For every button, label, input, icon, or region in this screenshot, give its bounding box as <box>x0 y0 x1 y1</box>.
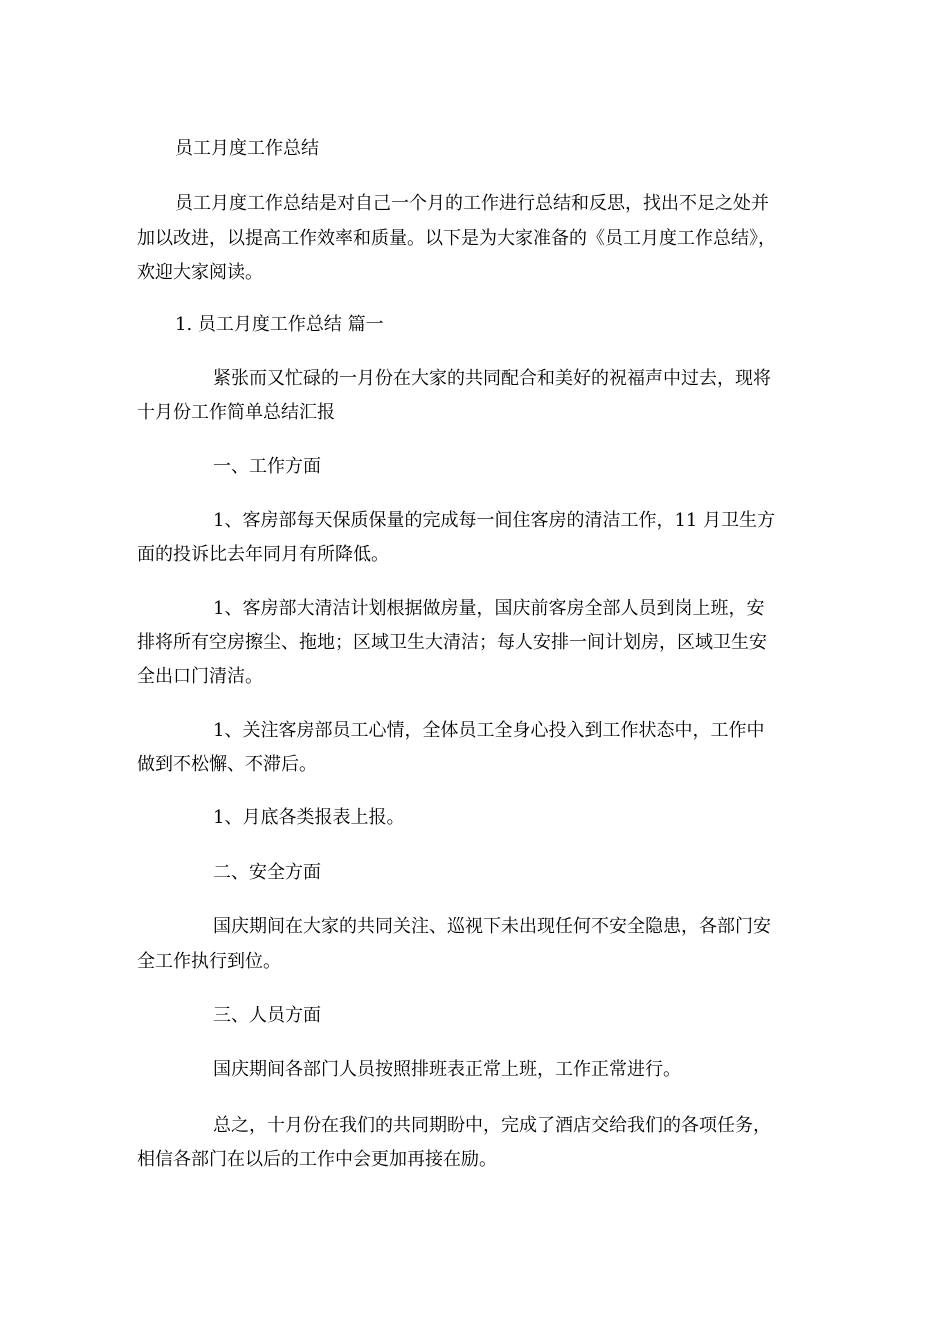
work-item-3-line-2: 做到不松懈、不滞后。 <box>137 754 317 775</box>
intro-line-2: 加以改进，以提高工作效率和质量。以下是为大家准备的《员工月度工作总结》， <box>137 228 776 249</box>
opening-line-1: 紧张而又忙碌的一月份在大家的共同配合和美好的祝福声中过去，现将 <box>213 368 771 389</box>
work-item-1-line-2: 面的投诉比去年同月有所降低。 <box>137 544 389 565</box>
work-item-2-line-3: 全出口门清洁。 <box>137 666 263 687</box>
work-item-3-line-1: 1、关注客房部员工心情，全体员工全身心投入到工作状态中，工作中 <box>213 720 765 741</box>
document-title: 员工月度工作总结 <box>175 138 319 159</box>
work-heading: 一、工作方面 <box>213 456 321 477</box>
work-item-1-line-1: 1、客房部每天保质保量的完成每一间住客房的清洁工作，11 月卫生方 <box>213 510 776 531</box>
safety-line-2: 全工作执行到位。 <box>137 951 281 972</box>
safety-line-1: 国庆期间在大家的共同关注、巡视下未出现任何不安全隐患，各部门安 <box>213 916 771 937</box>
section-heading: 1. 员工月度工作总结 篇一 <box>175 314 384 335</box>
conclusion-line-2: 相信各部门在以后的工作中会更加再接在励。 <box>137 1149 497 1170</box>
safety-heading: 二、安全方面 <box>213 862 321 883</box>
intro-line-3: 欢迎大家阅读。 <box>137 262 263 283</box>
intro-line-1: 员工月度工作总结是对自己一个月的工作进行总结和反思，找出不足之处并 <box>175 193 769 214</box>
opening-line-2: 十月份工作简单总结汇报 <box>137 402 335 423</box>
work-item-2-line-1: 1、客房部大清洁计划根据做房量，国庆前客房全部人员到岗上班，安 <box>213 598 765 619</box>
staff-heading: 三、人员方面 <box>213 1005 321 1026</box>
work-item-2-line-2: 排将所有空房擦尘、拖地；区域卫生大清洁；每人安排一间计划房，区域卫生安 <box>137 632 767 653</box>
conclusion-line-1: 总之，十月份在我们的共同期盼中，完成了酒店交给我们的各项任务， <box>213 1115 771 1136</box>
work-item-4: 1、月底各类报表上报。 <box>213 807 405 828</box>
staff-text: 国庆期间各部门人员按照排班表正常上班，工作正常进行。 <box>213 1059 681 1080</box>
